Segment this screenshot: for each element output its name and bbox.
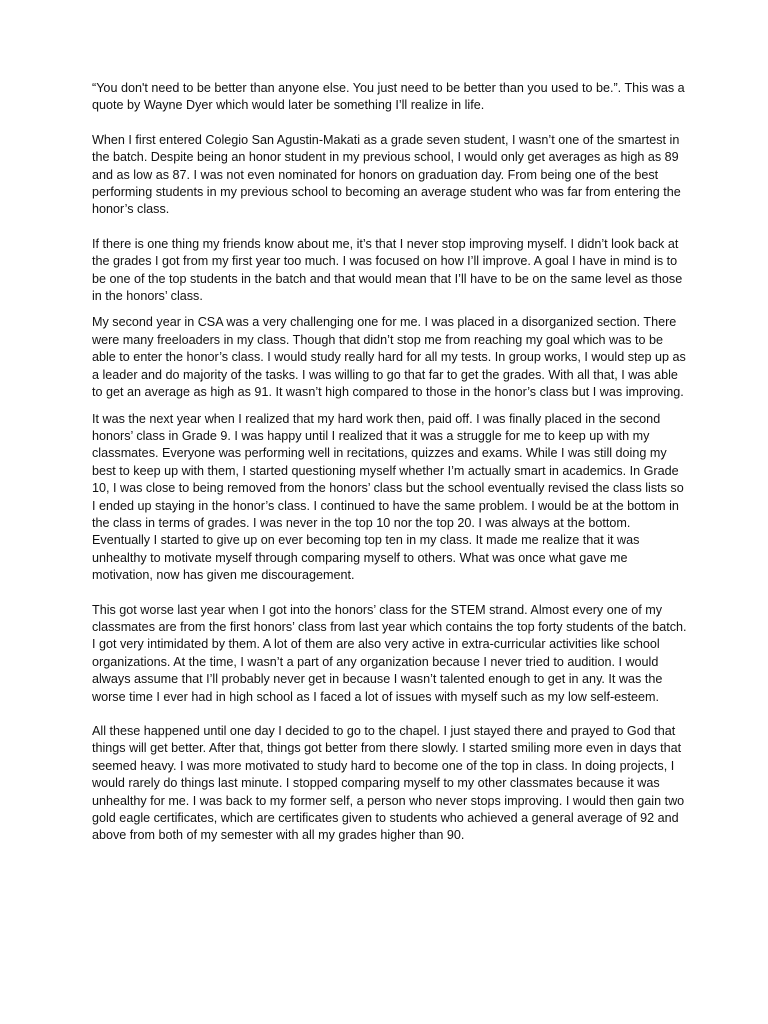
paragraph-first-year: When I first entered Colegio San Agustin-Makati as a grade seven student, I wasn’t one of the smartest in the batch. Despite being an honor student in my previous school, I would only get averages as high as 89 and as low as 87. I was not even nominated for honors on graduation day. From being one of the best performing students in my previous school to becoming an average student who was far from entering the honor’s class. — [92, 132, 681, 217]
paragraph-grade-nine: It was the next year when I realized that my hard work then, paid off. I was finally placed in the second honors’ class in Grade 9. I was happy until I realized that it was a struggle for me to keep up with my classmates. Everyone was performing well in recitations, quizzes and exams. While I was still doing my best to keep up with them, I started questioning myself whether I’m actually smart in academics. In Grade 10, I was close to being removed from the honors’ class but the school eventually revised the class lists so I ended up staying in the honor’s class. I continued to have the same problem. I would be at the bottom in the class in terms of grades. I was never in the top 10 nor the top 20. I was always at the bottom. Eventually I started to give up on ever becoming top ten in my class. It made me realize that it was unhealthy to motivate myself through comparing myself to others. What was once what gave me motivation, now has given me discouragement. — [92, 411, 684, 583]
paragraph-stem-strand: This got worse last year when I got into the honors’ class for the STEM strand. Almost every one of my classmates are from the first honors’ class from last year which contains the top forty students of the batch. I got very intimidated by them. A lot of them are also very active in extra-curricular activities like school organizations. At the time, I wasn’t a part of any organization because I never tried to audition. I would always assume that I’ll probably never get in because I wasn’t talented enough to get in any. It was the worse time I ever had in high school as I faced a lot of issues with myself such as my low self-esteem. — [92, 602, 687, 704]
paragraph-second-year: My second year in CSA was a very challenging one for me. I was placed in a disorganized section. There were many freeloaders in my class. Though that didn’t stop me from reaching my goal which was to be able to enter the honor’s class. I would study really hard for all my tests. In group works, I would step up as a leader and do majority of the tasks. I was willing to go that far to get the grades. With all that, I was able to get an average as high as 91. It wasn’t high compared to those in the honor’s class but I was improving. — [92, 315, 686, 400]
paragraph-improving: If there is one thing my friends know about me, it’s that I never stop improving myself. I didn’t look back at the grades I got from my first year too much. I was focused on how I’ll improve. A goal I have in mind is to be one of the top students in the batch and that would mean that I’ll have to be on the same level as those in the honors’ class. — [92, 236, 683, 304]
document-page — [92, 80, 688, 845]
paragraph-chapel: All these happened until one day I decided to go to the chapel. I just stayed there and prayed to God that things will get better. After that, things got better from there slowly. I started smiling more even in days that seemed heavy. I was more motivated to study hard to become one of the top in class. In doing projects, I would rarely do things last minute. I stopped comparing myself to my other classmates because it was unhealthy for me. I was back to my former self, a person who never stops improving. I would then gain two gold eagle certificates, which are certificates given to students who achieved a general average of 92 and above from both of my semester with all my grades higher than 90. — [92, 724, 685, 843]
paragraph-quote: “You don't need to be better than anyone else. You just need to be better than you used to be.”. This was a quote by Wayne Dyer which would later be something I’ll realize in life. — [92, 81, 685, 113]
